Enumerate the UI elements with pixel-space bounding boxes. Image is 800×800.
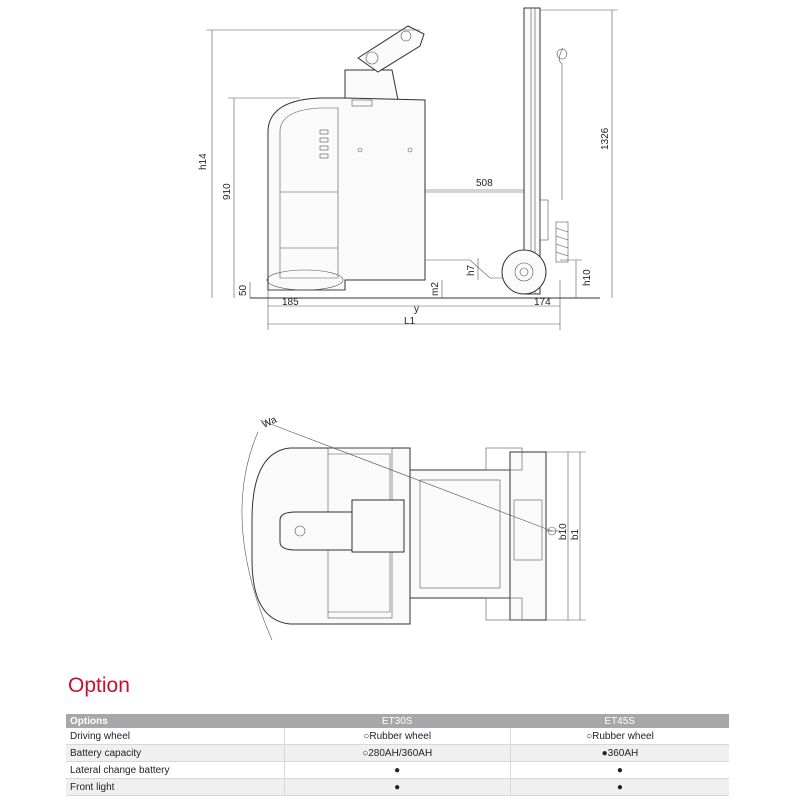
row-label: Battery capacity: [66, 745, 284, 762]
row-label: Driving wheel: [66, 728, 284, 745]
cell-et30s: ○Rubber wheel: [284, 728, 510, 745]
dim-l1: L1: [404, 316, 416, 327]
top-view: [242, 414, 586, 640]
dim-y: y: [414, 304, 419, 315]
top-fork-frame: [510, 452, 546, 620]
tiller-base: [345, 70, 398, 100]
dim-m2: m2: [430, 282, 441, 296]
load-wheel: [502, 250, 546, 294]
options-header-row: [66, 714, 729, 728]
tow-chain: [559, 48, 563, 200]
header-et30s: ET30S: [284, 714, 510, 728]
header-options: Options: [66, 714, 284, 728]
top-handle: [352, 500, 404, 552]
dim-185: 185: [282, 297, 299, 308]
dim-50: 50: [238, 284, 249, 296]
cell-et45s: ●360AH: [510, 745, 729, 762]
tiller-handle: [358, 26, 424, 72]
cell-et45s: ●: [510, 779, 729, 796]
dim-wa: Wa: [260, 414, 279, 431]
cell-et30s: ●: [284, 779, 510, 796]
cell-et30s: ○280AH/360AH: [284, 745, 510, 762]
dim-b1: b1: [570, 528, 581, 540]
cell-et45s: ●: [510, 762, 729, 779]
top-battery: [410, 470, 510, 598]
dim-h14: h14: [198, 153, 209, 170]
dim-508: 508: [476, 178, 493, 189]
dim-1326: 1326: [600, 127, 611, 150]
cell-et30s: ●: [284, 762, 510, 779]
options-table: [66, 714, 729, 796]
side-view: [198, 8, 618, 330]
chassis: [268, 98, 425, 290]
table-row: [66, 745, 729, 762]
row-label: Lateral change battery: [66, 762, 284, 779]
table-row: [66, 779, 729, 796]
header-et45s: ET45S: [510, 714, 729, 728]
table-row: [66, 728, 729, 745]
row-label: Front light: [66, 779, 284, 796]
dim-h10: h10: [582, 269, 593, 286]
dim-174: 174: [534, 297, 551, 308]
dim-h7: h7: [466, 264, 477, 276]
dim-b10: b10: [558, 523, 569, 540]
dim-910: 910: [222, 183, 233, 200]
cell-et45s: ○Rubber wheel: [510, 728, 729, 745]
option-title: Option: [68, 674, 130, 697]
table-row: [66, 762, 729, 779]
top-tiller: [280, 512, 352, 550]
